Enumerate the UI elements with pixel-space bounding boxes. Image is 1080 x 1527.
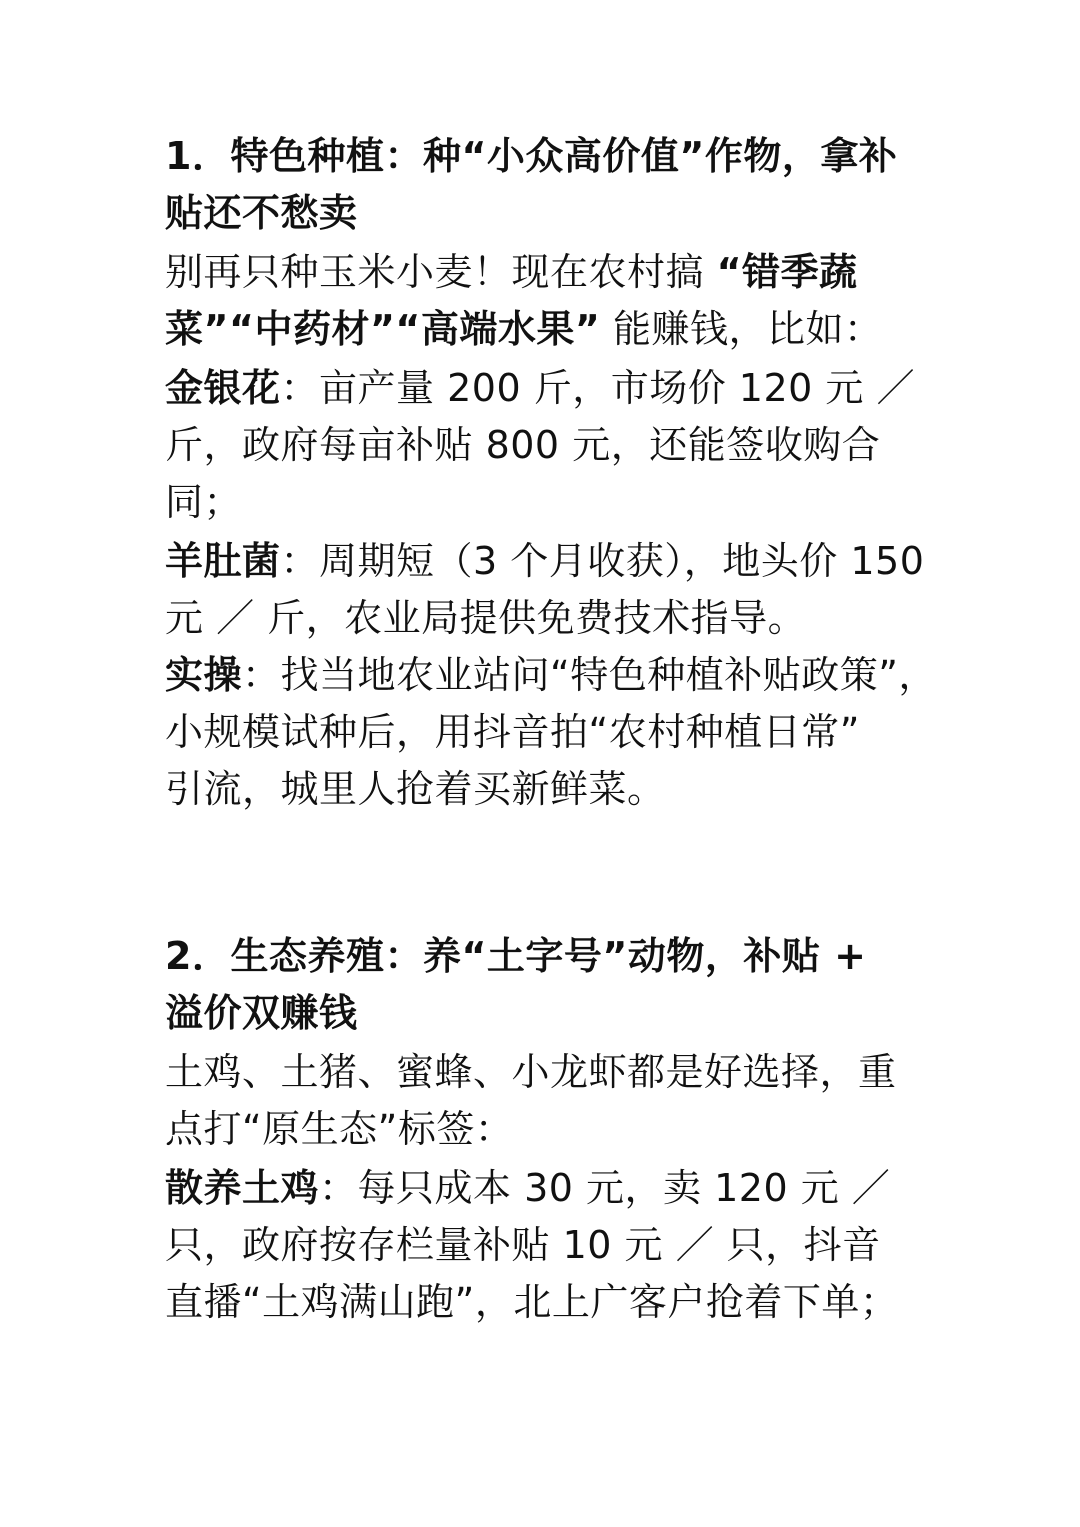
- item-text: ：每只成本 30 元，卖 120 元 ／: [319, 1166, 891, 1210]
- intro-line: [165, 301, 945, 358]
- intro-line: [165, 244, 945, 301]
- item-text: ：找当地农业站问“特色种植补贴政策”，: [242, 653, 937, 697]
- item-line: [165, 533, 945, 590]
- heading-line: 贴还不愁卖: [165, 191, 358, 235]
- intro-line: 点打“原生态”标签：: [165, 1107, 514, 1151]
- article-body: [165, 128, 945, 1331]
- item-line: [165, 647, 945, 704]
- intro-emphasis: 菜”“中药材”“高端水果”: [165, 307, 601, 351]
- section-2-intro: [165, 1044, 945, 1158]
- item-line: 同；: [165, 480, 243, 524]
- item-line: 小规模试种后，用抖音拍“农村种植日常”: [165, 710, 860, 754]
- item-name: 金银花: [165, 366, 281, 410]
- section-1-intro: [165, 244, 945, 358]
- heading-line: 溢价双赚钱: [165, 991, 358, 1035]
- item-text: ：周期短（3 个月收获），地头价 150: [280, 539, 925, 583]
- item-line: 只，政府按存栏量补贴 10 元 ／ 只，抖音: [165, 1223, 881, 1267]
- item-line: 斤，政府每亩补贴 800 元，还能签收购合: [165, 423, 881, 467]
- item-line: [165, 360, 945, 417]
- item-text: ：亩产量 200 斤，市场价 120 元 ／: [280, 366, 915, 410]
- intro-emphasis: “错季蔬: [716, 250, 858, 294]
- item-line: [165, 1160, 945, 1217]
- heading-line: 1．特色种植：种“小众高价值”作物，拿补: [165, 134, 898, 178]
- intro-text: 能赚钱，比如：: [612, 307, 883, 351]
- item-shicao: [165, 647, 945, 818]
- heading-line: 2．生态养殖：养“土字号”动物，补贴 +: [165, 934, 867, 978]
- item-name: 散养土鸡: [165, 1166, 320, 1210]
- item-yangduojun: [165, 533, 945, 647]
- section-2-heading: [165, 928, 945, 1042]
- section-1-heading: [165, 128, 945, 242]
- item-name: 实操: [165, 653, 243, 697]
- item-line: 元 ／ 斤，农业局提供免费技术指导。: [165, 596, 807, 640]
- intro-line: 土鸡、土猪、蜜蜂、小龙虾都是好选择，重: [165, 1050, 897, 1094]
- item-line: 直播“土鸡满山跑”，北上广客户抢着下单；: [165, 1280, 899, 1324]
- section-1: [165, 128, 945, 818]
- section-2: [165, 928, 945, 1331]
- item-name: 羊肚菌: [165, 539, 281, 583]
- item-sanyang-tuji: [165, 1160, 945, 1331]
- intro-text: 别再只种玉米小麦！现在农村搞: [165, 250, 705, 294]
- item-line: 引流，城里人抢着买新鲜菜。: [165, 767, 666, 811]
- item-jinyinhua: [165, 360, 945, 531]
